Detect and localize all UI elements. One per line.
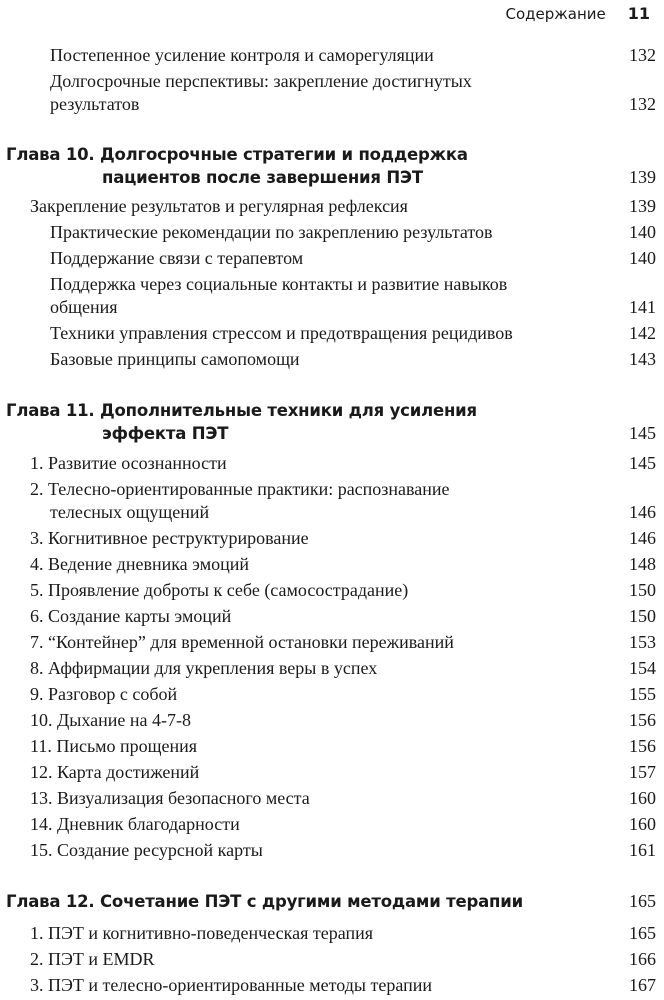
entry-title: 4. Ведение дневника эмоций — [30, 554, 250, 574]
entry-page: 140 — [629, 248, 656, 268]
entry-title: Долгосрочные перспективы: закрепление достигнутых — [50, 71, 472, 91]
entry-title: 13. Визуализация безопасного места — [30, 788, 310, 808]
page-number: 11 — [627, 4, 650, 23]
entry-title: Постепенное усиление контроля и саморегуляции — [50, 45, 434, 65]
entry-title: Практические рекомендации по закреплению результатов — [50, 222, 493, 242]
entry-page: 167 — [629, 975, 656, 995]
entry-title: 2. Телесно-ориентированные практики: распознавание — [30, 479, 450, 499]
chapter-title: Глава 12. Сочетание ПЭТ с другими методами терапии — [6, 892, 523, 911]
entry-page: 132 — [629, 94, 656, 114]
entry-title: 3. Когнитивное реструктурирование — [30, 528, 309, 548]
entry-page: 148 — [629, 554, 656, 574]
section-title: Содержание — [505, 5, 606, 23]
entry-page: 139 — [629, 196, 656, 216]
entry-page: 142 — [629, 323, 656, 343]
chapter-page: 145 — [629, 423, 656, 443]
entry-page: 140 — [629, 222, 656, 242]
entry-page: 156 — [629, 736, 656, 756]
chapter-title — [6, 143, 468, 189]
entry-page: 146 — [629, 502, 656, 522]
entry-page: 160 — [629, 814, 656, 834]
entry-page: 153 — [629, 632, 656, 652]
entry-title: 5. Проявление доброты к себе (самосострадание) — [30, 580, 409, 600]
chapter-title — [6, 399, 477, 445]
entry-title: 9. Разговор с собой — [30, 684, 178, 704]
entry-page: 161 — [629, 840, 656, 860]
entry-page: 143 — [629, 349, 656, 369]
chapter-title-line1: Глава 11. Дополнительные техники для усиления — [6, 401, 477, 420]
entry-title: Базовые принципы самопомощи — [50, 349, 300, 369]
entry-page: 132 — [629, 45, 656, 65]
entry-title: Техники управления стрессом и предотвращения рецидивов — [50, 323, 513, 343]
entry-title: 2. ПЭТ и EMDR — [30, 949, 155, 969]
entry-title: 14. Дневник благодарности — [30, 814, 240, 834]
chapter-title-line2: эффекта ПЭТ — [102, 424, 229, 443]
entry-title-cont: результатов — [50, 94, 140, 114]
entry-title: 1. Развитие осознанности — [30, 453, 227, 473]
entry-page: 165 — [629, 923, 656, 943]
chapter-page: 139 — [629, 167, 656, 187]
entry-title: Поддержание связи с терапевтом — [50, 248, 304, 268]
entry-page: 150 — [629, 606, 656, 626]
entry-title: 6. Создание карты эмоций — [30, 606, 232, 626]
entry-title: 7. “Контейнер” для временной остановки переживаний — [30, 632, 454, 652]
entry-title: 3. ПЭТ и телесно-ориентированные методы терапии — [30, 975, 433, 995]
entry-title: 1. ПЭТ и когнитивно-поведенческая терапия — [30, 923, 374, 943]
entry-title: 8. Аффирмации для укрепления веры в успех — [30, 658, 378, 678]
entry-page: 146 — [629, 528, 656, 548]
entry-title: Поддержка через социальные контакты и развитие навыков — [50, 274, 508, 294]
entry-title: 10. Дыхание на 4-7-8 — [30, 710, 191, 730]
entry-title-cont: телесных ощущений — [50, 502, 210, 522]
chapter-page: 165 — [629, 891, 656, 911]
entry-page: 150 — [629, 580, 656, 600]
entry-page: 160 — [629, 788, 656, 808]
entry-page: 141 — [629, 297, 656, 317]
entry-page: 145 — [629, 453, 656, 473]
entry-page: 166 — [629, 949, 656, 969]
entry-title: Закрепление результатов и регулярная рефлексия — [30, 196, 408, 216]
entry-title: 12. Карта достижений — [30, 762, 200, 782]
chapter-title-line2: пациентов после завершения ПЭТ — [102, 168, 423, 187]
entry-title-cont: общения — [50, 297, 118, 317]
entry-page: 155 — [629, 684, 656, 704]
chapter-title-line1: Глава 10. Долгосрочные стратегии и поддержка — [6, 145, 468, 164]
entry-title: 11. Письмо прощения — [30, 736, 198, 756]
entry-page: 157 — [629, 762, 656, 782]
running-header — [505, 4, 650, 23]
entry-page: 156 — [629, 710, 656, 730]
entry-title: 15. Создание ресурсной карты — [30, 840, 263, 860]
entry-page: 154 — [629, 658, 656, 678]
